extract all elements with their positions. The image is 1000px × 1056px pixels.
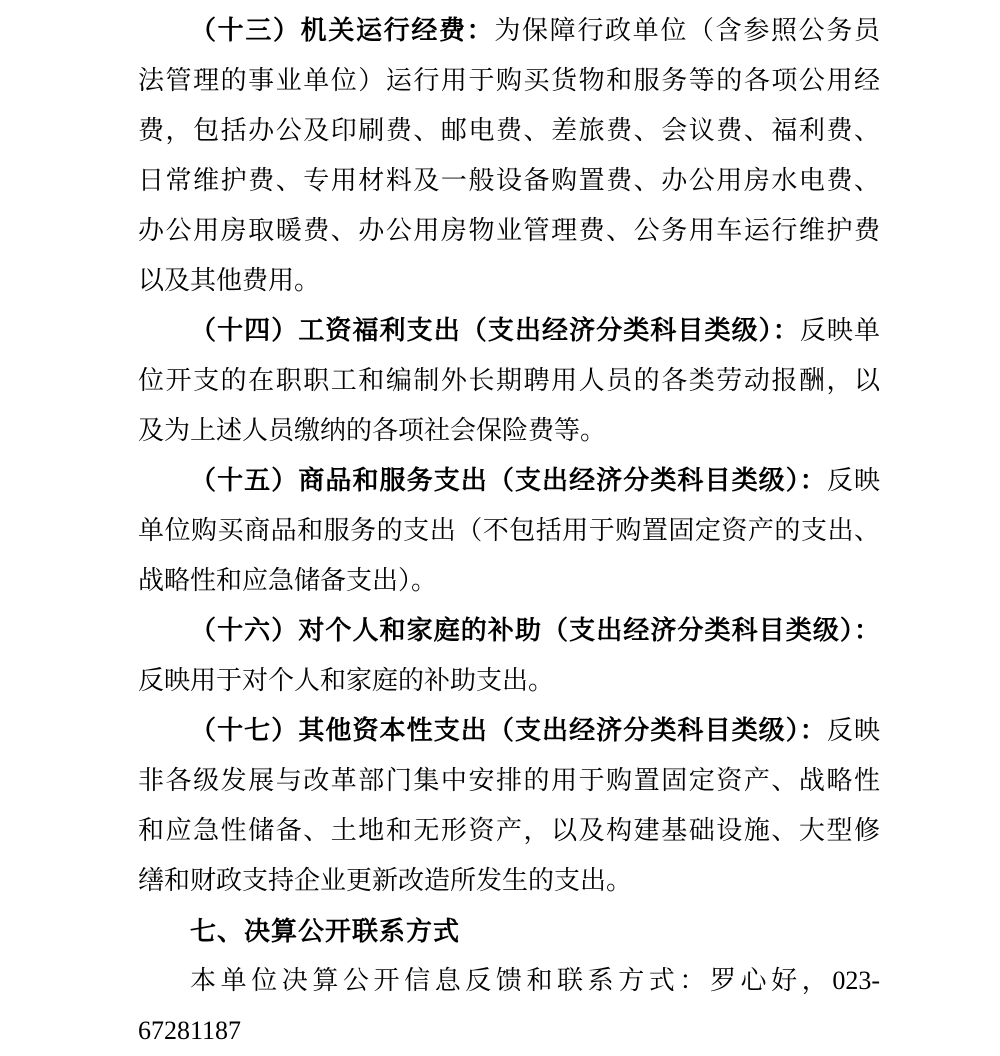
text-segment: 办公用房取暖费、办公用房物业管理费、公务用车运行维护费 bbox=[138, 216, 880, 245]
text-segment: 反映单 bbox=[799, 316, 880, 345]
text-segment: 费，包括办公及印刷费、邮电费、差旅费、会议费、福利费、 bbox=[138, 116, 880, 145]
para-13-line-6 bbox=[138, 256, 880, 306]
text-segment: 反映 bbox=[826, 716, 880, 745]
para-15-line-3 bbox=[138, 556, 880, 606]
text-segment: 非各级发展与改革部门集中安排的用于购置固定资产、战略性 bbox=[138, 766, 880, 795]
text-segment: 法管理的事业单位）运行用于购买货物和服务等的各项公用经 bbox=[138, 66, 880, 95]
para-14-line-1 bbox=[138, 306, 880, 356]
para-14-line-2 bbox=[138, 356, 880, 406]
text-segment: 反映用于对个人和家庭的补助支出。 bbox=[138, 666, 555, 695]
text-segment: 和应急性储备、土地和无形资产，以及构建基础设施、大型修 bbox=[138, 816, 880, 845]
contact-line-1 bbox=[138, 956, 880, 1006]
bold-text-segment: （十四）工资福利支出（支出经济分类科目类级）： bbox=[190, 316, 800, 345]
para-13-line-4 bbox=[138, 156, 880, 206]
bold-text-segment: （十五）商品和服务支出（支出经济分类科目类级）： bbox=[190, 466, 827, 495]
para-17-line-3 bbox=[138, 806, 880, 856]
text-segment: 本单位决算公开信息反馈和联系方式：罗心好， bbox=[190, 966, 833, 995]
text-segment: 缮和财政支持企业更新改造所发生的支出。 bbox=[138, 866, 633, 895]
para-17-line-2 bbox=[138, 756, 880, 806]
text-segment: 以及其他费用。 bbox=[138, 266, 321, 295]
text-segment: 反映 bbox=[826, 466, 880, 495]
para-13-line-1 bbox=[138, 6, 880, 56]
bold-text-segment: 七、决算公开联系方式 bbox=[190, 916, 461, 946]
text-segment: 战略性和应急储备支出）。 bbox=[138, 566, 438, 595]
para-13-line-5 bbox=[138, 206, 880, 256]
text-segment: 及为上述人员缴纳的各项社会保险费等。 bbox=[138, 416, 607, 445]
bold-text-segment: （十三）机关运行经费： bbox=[190, 16, 495, 45]
para-13-line-3 bbox=[138, 106, 880, 156]
text-segment: 位开支的在职职工和编制外长期聘用人员的各类劳动报酬，以 bbox=[138, 366, 880, 395]
para-14-line-3 bbox=[138, 406, 880, 456]
para-15-line-2 bbox=[138, 506, 880, 556]
para-13-line-2 bbox=[138, 56, 880, 106]
text-segment: 日常维护费、专用材料及一般设备购置费、办公用房水电费、 bbox=[138, 166, 880, 195]
document-body bbox=[138, 6, 880, 1056]
latin-text-segment: 023- bbox=[832, 966, 880, 995]
text-segment: 单位购买商品和服务的支出（不包括用于购置固定资产的支出、 bbox=[138, 516, 880, 545]
para-17-line-4 bbox=[138, 856, 880, 906]
contact-line-2 bbox=[138, 1006, 880, 1056]
bold-text-segment: （十七）其他资本性支出（支出经济分类科目类级）： bbox=[190, 716, 827, 745]
para-17-line-1 bbox=[138, 706, 880, 756]
para-16-line-2 bbox=[138, 656, 880, 706]
para-15-line-1 bbox=[138, 456, 880, 506]
latin-text-segment: 67281187 bbox=[138, 1016, 242, 1045]
text-segment: 为保障行政单位（含参照公务员 bbox=[494, 16, 880, 45]
section-7-heading bbox=[138, 906, 880, 956]
para-16-line-1 bbox=[138, 606, 880, 656]
bold-text-segment: （十六）对个人和家庭的补助（支出经济分类科目类级）： bbox=[190, 616, 880, 645]
